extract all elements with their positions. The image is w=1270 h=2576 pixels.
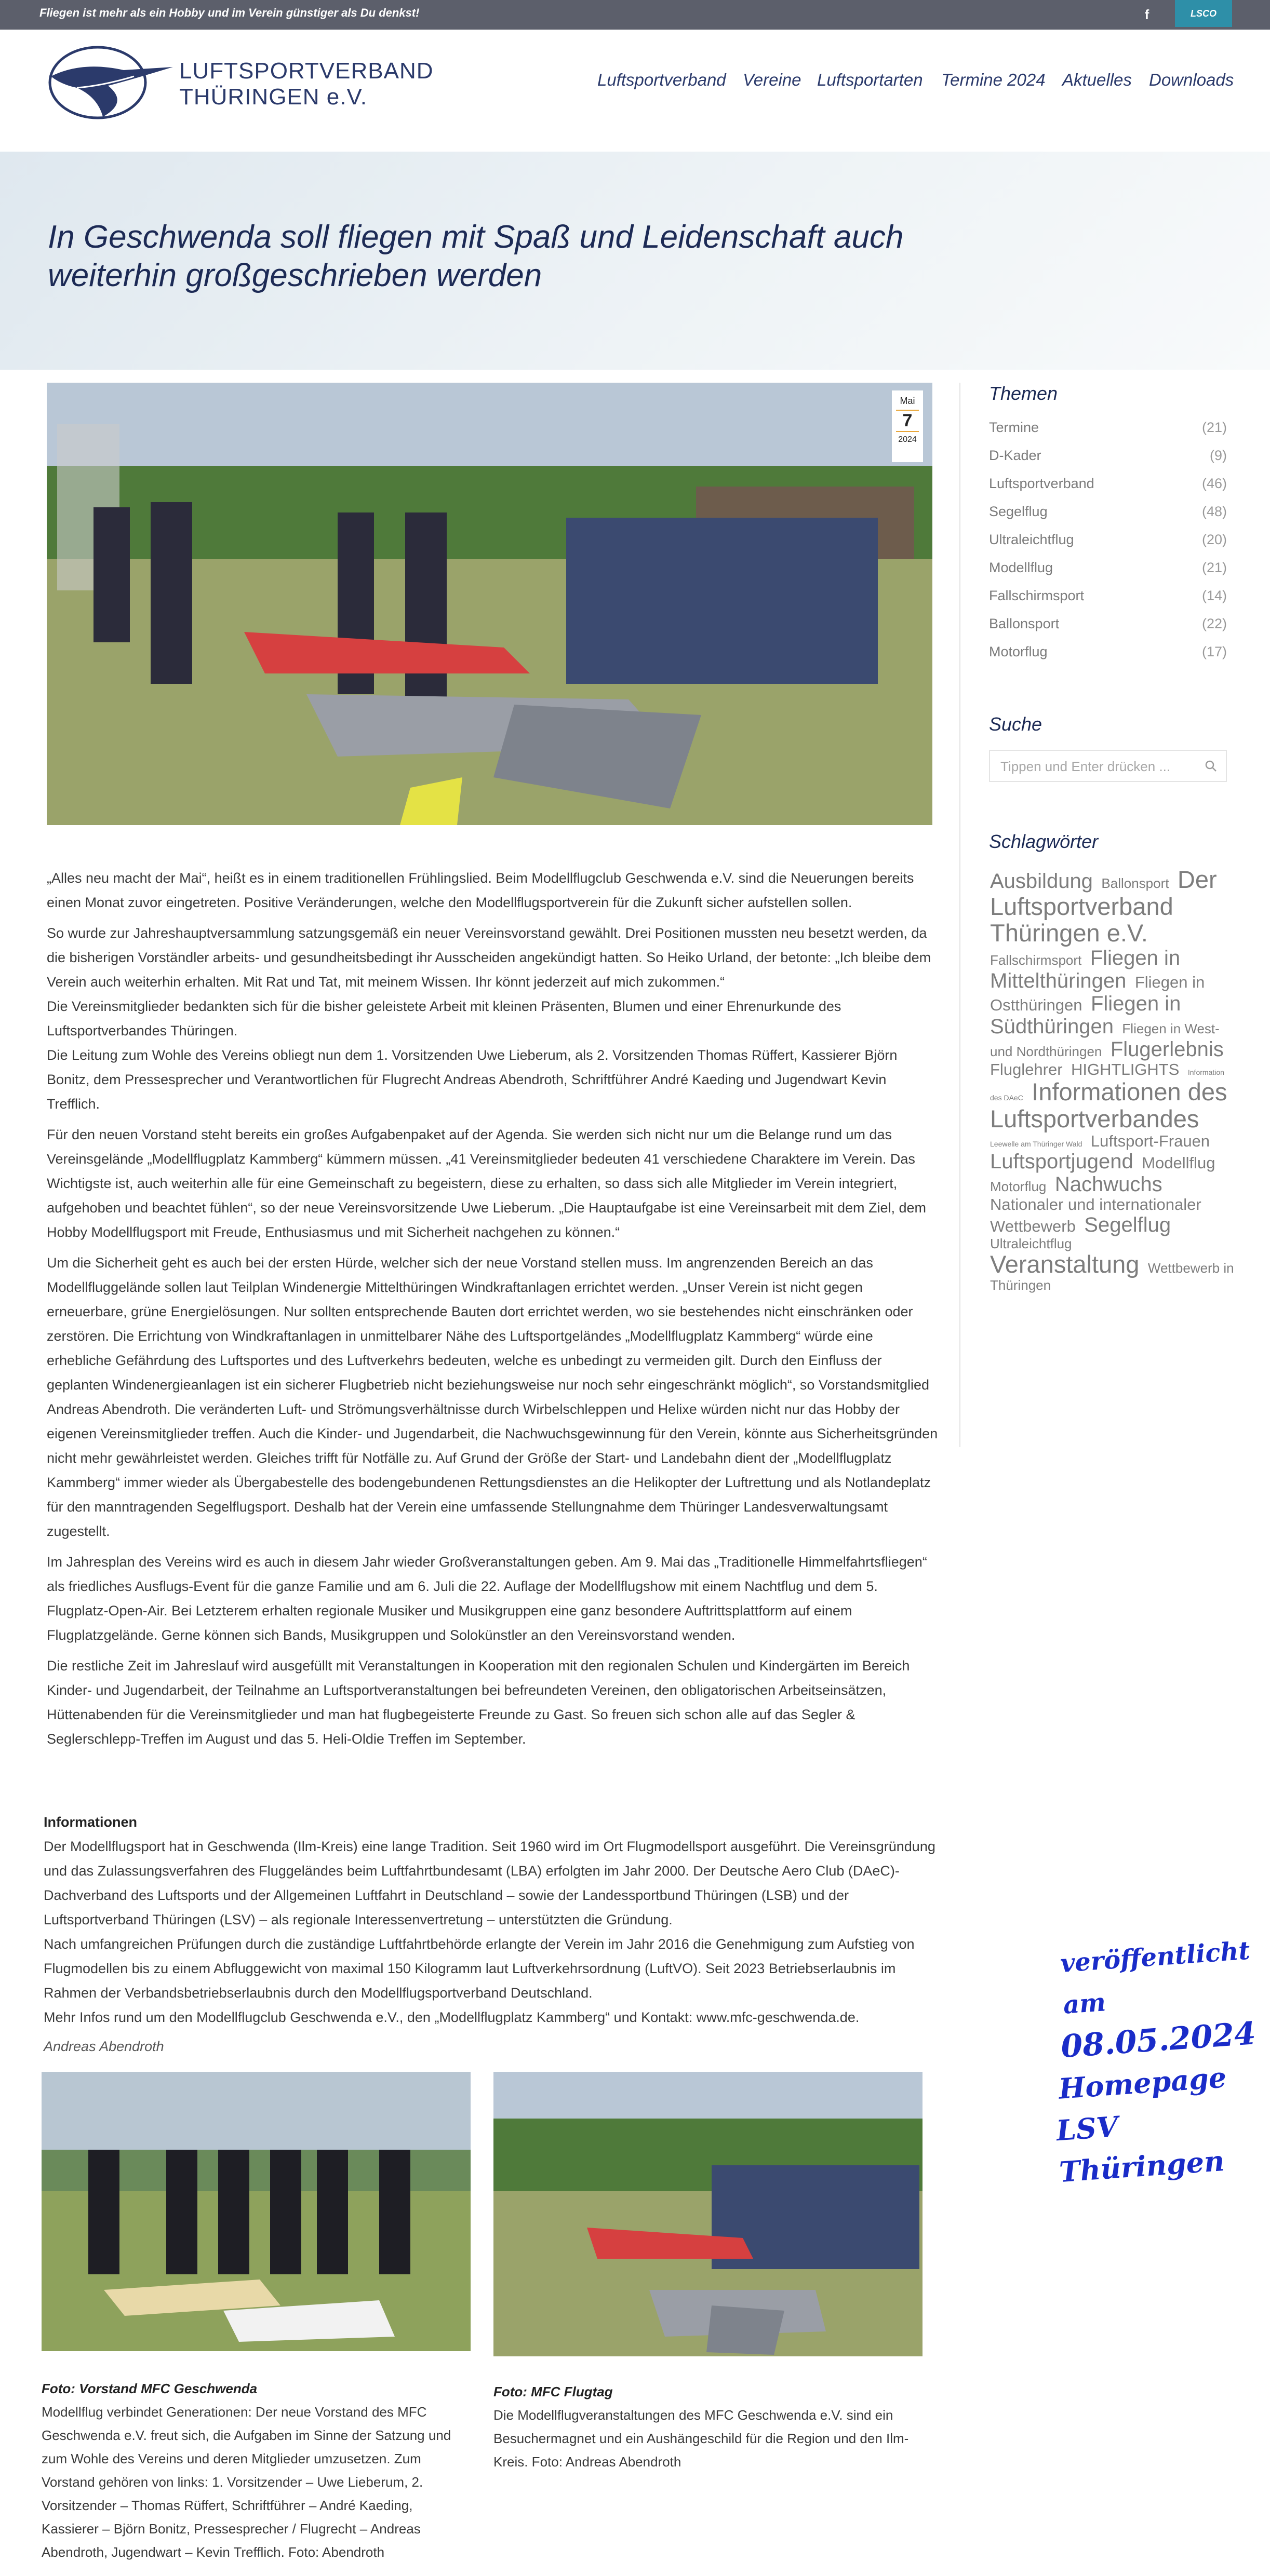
article-paragraph: „Alles neu macht der Mai“, heißt es in einem traditionellen Frühlingslied. Beim Modellflugclub Geschwenda e.V. sind die Neuerungen bereits einen Monat zuvor eingetreten. Positive Veränderungen, welche den Modellflugsportverein für die Zukunft sicher aufstellen sollen.: [47, 870, 914, 910]
tag-item[interactable]: Ballonsport: [1101, 875, 1169, 891]
article-paragraph-text: Die Vereinsmitglieder bedankten sich für die bisher geleistete Arbeit mit kleinen Präsenten, Blumen und einer Ehrenurkunde des Luftsportverbandes Thüringen.: [47, 999, 841, 1039]
date-year: 2024: [898, 435, 917, 444]
stamp-line2: 08.05.2024: [1060, 2015, 1257, 2066]
tag-item[interactable]: Ausbildung: [990, 870, 1093, 893]
category-item[interactable]: [989, 588, 1227, 604]
published-stamp: [1038, 1930, 1268, 2193]
lsco-link[interactable]: LSCO: [1175, 0, 1232, 27]
top-bar: [0, 0, 1270, 30]
board-photo: [42, 2072, 471, 2351]
logo-line2: THÜRINGEN e.V.: [179, 84, 368, 110]
category-item[interactable]: [989, 616, 1227, 632]
article-paragraph-text: So wurde zur Jahreshauptversammlung satzungsgemäß ein neuer Vereinsvorstand gewählt. Drei Positionen mussten neu besetzt werden, da die bisherigen Vorständler arbeits- und gesundheitsbedingt ihr Ausscheiden angekündigt hatten. So Heiko Urland, der betonte: „Ich bleibe dem Verein auch weiterhin erhalten. Mit Rat und Tat, mit meinem Wissen. Ihr könnt jederzeit auf mich zukommen.“: [47, 925, 931, 990]
tag-item[interactable]: Fliegen in Ostthüringen: [990, 973, 1205, 1015]
tag-item[interactable]: Luftsportjugend: [990, 1150, 1133, 1173]
tag-item[interactable]: Flugerlebnis: [1110, 1038, 1224, 1061]
author-name: Andreas Abendroth: [44, 2039, 164, 2054]
caption-title: Foto: Vorstand MFC Geschwenda: [42, 2381, 258, 2396]
tag-item[interactable]: Wettbewerb in Thüringen: [990, 1260, 1234, 1293]
tag-item[interactable]: HIGHTLIGHTS: [1071, 1060, 1180, 1079]
category-item[interactable]: [989, 420, 1227, 436]
main-photo: [47, 383, 932, 825]
tag-item[interactable]: Nachwuchs: [1054, 1172, 1162, 1196]
page-title: In Geschwenda soll fliegen mit Spaß und Leidenschaft auch weiterhin großgeschrieben werden: [48, 219, 904, 293]
category-count: (22): [1201, 616, 1227, 631]
category-count: (21): [1201, 560, 1227, 575]
info-line: Der Modellflugsport hat in Geschwenda (Ilm-Kreis) eine lange Tradition. Seit 1960 wird im Ort Flugmodellsport ausgeführt. Die Vereinsgründung und das Zulassungsverfahren des Fluggeländes beim Luftfahrtbundesamt (LBA) erfolgten im Jahr 2000. Der Deutsche Aero Club (DAeC)- Dachverband des Luftsports und der Allgemeinen Luftfahrt in Deutschland – sowie der Landessportbund Thüringen (LSB) und der Luftsportverband Thüringen (LSV) – als regionale Interessenvertretung – unterstützten die Gründung.: [44, 1839, 935, 1927]
article-paragraph: Die restliche Zeit im Jahreslauf wird ausgefüllt mit Veranstaltungen in Kooperation mit den regionalen Schulen und Kindergärten im Bereich Kinder- und Jugendarbeit, der Teilnahme an Luftsportveranstaltungen bei befreundeten Vereinen, den obligatorischen Arbeitseinsätzen, Hüttenabenden für die Vereinsmitglieder und man hat flugbegeisterte Freunde zu Gast. So freuen sich schon alle auf das Segler & Seglerschlepp-Treffen im August und das 5. Heli-Oldie Treffen im September.: [47, 1658, 910, 1747]
logo-icon[interactable]: [46, 40, 176, 123]
category-label: Ballonsport: [989, 616, 1060, 631]
caption-title: Foto: MFC Flugtag: [493, 2384, 613, 2399]
search-input[interactable]: [989, 750, 1227, 782]
tag-item[interactable]: Fliegen in Südthüringen: [990, 992, 1181, 1039]
site-header: [0, 30, 1270, 152]
stamp-line4: LSV Thüringen: [1055, 2110, 1226, 2189]
nav-vereine[interactable]: Vereine: [743, 70, 801, 89]
facebook-icon[interactable]: f: [1144, 7, 1149, 22]
category-item[interactable]: [989, 448, 1227, 464]
tag-item[interactable]: Fliegen in Mittelthüringen: [990, 947, 1181, 993]
category-item[interactable]: [989, 560, 1227, 576]
tags-heading: Schlagwörter: [989, 831, 1099, 852]
category-count: (21): [1201, 420, 1227, 435]
nav-downloads[interactable]: Downloads: [1149, 70, 1234, 89]
category-label: Fallschirmsport: [989, 588, 1085, 603]
board-photo-caption: [42, 2377, 467, 2564]
search-placeholder: Tippen und Enter drücken ...: [1000, 759, 1171, 774]
category-count: (46): [1201, 476, 1227, 491]
date-day: 7: [896, 410, 919, 432]
article-paragraph: [47, 921, 940, 1116]
category-label: D-Kader: [989, 448, 1041, 463]
tag-item[interactable]: Fliegen in West- und Nordthüringen: [990, 1021, 1220, 1060]
flugtag-photo: [493, 2072, 923, 2356]
category-item[interactable]: [989, 504, 1227, 520]
hero-banner: [0, 152, 1270, 370]
article-body: [47, 866, 940, 1758]
category-item[interactable]: [989, 644, 1227, 660]
logo-line1: LUFTSPORTVERBAND: [179, 58, 434, 84]
category-count: (14): [1201, 588, 1227, 603]
tag-item[interactable]: Fluglehrer: [990, 1060, 1063, 1079]
suche-heading: Suche: [989, 713, 1042, 735]
category-count: (9): [1210, 448, 1227, 463]
nav-termine-2024[interactable]: Termine 2024: [941, 70, 1046, 89]
caption-text: Modellflug verbindet Generationen: Der neue Vorstand des MFC Geschwenda e.V. freut sich, die Aufgaben im Sinne der Satzung und zum Wohle des Vereins und deren Mitglieder umzusetzen. Zum Vorstand gehören von links: 1. Vorsitzender – Uwe Lieberum, 2. Vorsitzender – Thomas Rüffert, Schriftführer – André Kaeding, Kassierer – Björn Bonitz, Pressesprecher / Flugrecht – Andreas Abendroth, Jugendwart – Kevin Trefflich. Foto: Abendroth: [42, 2404, 451, 2560]
category-item[interactable]: [989, 532, 1227, 548]
category-count: (48): [1201, 504, 1227, 519]
flugtag-photo-caption: [493, 2380, 919, 2474]
tag-item[interactable]: Luftsport-Frauen: [1090, 1131, 1210, 1150]
nav-aktuelles[interactable]: Aktuelles: [1062, 70, 1132, 89]
info-line: Nach umfangreichen Prüfungen durch die zuständige Luftfahrtbehörde erlangte der Verein im Jahr 2016 die Genehmigung zum Aufstieg von Flugmodellen bis zu einem Abfluggewicht von maximal 150 Kilogramm laut Luftverkehrsordnung (LuftVO). Seit 2023 Betriebserlaubnis im Rahmen der Verbandsbetriebserlaubnis durch den Modellflugsportverband Deutschland.: [44, 1936, 915, 2001]
tag-item[interactable]: Der Luftsportverband Thüringen e.V.: [990, 866, 1217, 947]
tag-item[interactable]: Fallschirmsport: [990, 952, 1082, 968]
nav-luftsportverband[interactable]: Luftsportverband: [597, 70, 726, 89]
search-icon[interactable]: [1204, 759, 1218, 773]
tag-item[interactable]: Informationen des Luftsportverbandes: [990, 1078, 1227, 1132]
article-paragraph: Für den neuen Vorstand steht bereits ein großes Aufgabenpaket auf der Agenda. Sie werden sich nicht nur um die Belange rund um das Vereinsgelände „Modellflugplatz Kammberg“ kümmern müssen. „41 Vereinsmitglieder bedeuten 41 verschiedene Charaktere im Verein. Das Wichtigste ist, auch weiterhin alle für eine Gemeinschaft zu begeistern, diese zu erhalten, so dass sich alle Mitglieder im Verein integriert, aufgehoben und beachtet fühlen“, so der neue Vereinsvorsitzende Uwe Lieberum. „Die Hauptaufgabe ist eine Vereinsarbeit mit dem Ziel, dem Hobby Modellflugsport mit Freude, Enthusiasmus und mit Sicherheit nachgehen zu können.“: [47, 1127, 927, 1240]
article-paragraph: Im Jahresplan des Vereins wird es auch in diesem Jahr wieder Großveranstaltungen geben. Am 9. Mai das „Traditionelle Himmelfahrtsfliegen“ als friedliches Ausflugs-Event für die ganze Familie und am 6. Juli die 22. Auflage der Modellflugshow mit einem Nachtflug und dem 5. Flugplatz-Open-Air. Bei Letzterem erhalten regionale Musiker und Musikgruppen eine ganz besondere Auftrittsplattform auf einem Flugplatzgelände. Gerne können sich Bands, Musikgruppen und Solokünstler an den Vereinsvorstand wenden.: [47, 1554, 927, 1643]
date-badge: [892, 390, 923, 462]
tag-item[interactable]: Modellflug: [1142, 1153, 1215, 1172]
sidebar-divider: [959, 383, 960, 1447]
category-label: Ultraleichtflug: [989, 532, 1074, 547]
category-label: Luftsportverband: [989, 476, 1094, 491]
tag-cloud: [990, 866, 1234, 1293]
article-paragraph: Um die Sicherheit geht es auch bei der ersten Hürde, welcher sich der neue Vorstand stellen muss. Im angrenzenden Bereich an das Modellfluggelände sollen laut Teilplan Windenergie Mittelthüringen Windkraftanlagen errichtet werden. „Unser Verein ist nicht gegen erneuerbare, grüne Energielösungen. Nur sollten entsprechende Bauten dort errichtet werden, wo sie bestehendes nicht einschränken oder zerstören. Die Errichtung von Windkraftanlagen in unmittelbarer Nähe des Luftsportgeländes „Modellflugplatz Kammberg“ würde eine erhebliche Gefährdung des Luftsportes und des Luftverkehrs bedeuten, welche es unbedingt zu vermeiden gilt. Durch den Einfluss der geplanten Windenergieanlagen ist ein sicherer Flugbetrieb nicht beziehungsweise nur noch sehr eingeschränkt möglich“, so Vorstandsmitglied Andreas Abendroth. Die veränderten Luft- und Strömungsverhältnisse durch Wirbelschleppen und Helixe würden nicht nur das Hobby der eigenen Vereinsmitglieder treffen. Auch die Kinder- und Jugendarbeit, die Nachwuchsgewinnung für den Verein, könnte aus Sicherheitsgründen nicht mehr gewährleistet werden. Gleiches trifft für Notfälle zu. Auf Grund der Größe der Start- und Landebahn dient der „Modellflugplatz Kammberg“ immer wieder als Übergabestelle des bodengebundenen Rettungsdienstes an die Helikopter der Luftrettung und als Notlandeplatz für den manntragenden Segelflugsport. Deshalb hat der Verein eine umfassende Stellungnahme dem Thüringer Landesverwaltungsamt zugestellt.: [47, 1255, 938, 1539]
stamp-line3: Homepage: [1058, 2060, 1228, 2106]
tag-item[interactable]: Veranstaltung: [990, 1250, 1140, 1278]
tag-item[interactable]: Leewelle am Thüringer Wald: [990, 1139, 1082, 1148]
tag-item[interactable]: Ultraleichtflug: [990, 1235, 1072, 1251]
tag-item[interactable]: Information des DAeC: [990, 1068, 1224, 1102]
category-count: (20): [1201, 532, 1227, 547]
category-label: Modellflug: [989, 560, 1053, 575]
themen-heading: Themen: [989, 383, 1058, 404]
date-month: Mai: [900, 396, 915, 406]
tag-item[interactable]: Nationaler und internationaler Wettbewerb: [990, 1195, 1201, 1235]
category-label: Termine: [989, 420, 1039, 435]
info-heading: Informationen: [44, 1814, 137, 1830]
stamp-line1: veröffentlicht am: [1059, 1936, 1251, 2020]
top-tagline: Fliegen ist mehr als ein Hobby und im Verein günstiger als Du denkst!: [39, 6, 420, 19]
nav-luftsportarten[interactable]: Luftsportarten: [817, 70, 923, 89]
category-label: Segelflug: [989, 504, 1048, 519]
logo-text[interactable]: [179, 58, 434, 110]
caption-text: Die Modellflugveranstaltungen des MFC Geschwenda e.V. sind ein Besuchermagnet und ein Aushängeschild für die Region und den Ilm-Kreis. Foto: Andreas Abendroth: [493, 2407, 909, 2470]
info-block: [44, 1810, 942, 2030]
tag-item[interactable]: Motorflug: [990, 1178, 1047, 1194]
info-line: Mehr Infos rund um den Modellflugclub Geschwenda e.V., den „Modellflugplatz Kammberg“ und Kontakt: www.mfc-geschwenda.de.: [44, 2009, 860, 2025]
category-item[interactable]: [989, 476, 1227, 492]
tag-item[interactable]: Segelflug: [1084, 1213, 1171, 1236]
article-paragraph-text: Die Leitung zum Wohle des Vereins obliegt nun dem 1. Vorsitzenden Uwe Lieberum, als 2. Vorsitzenden Thomas Rüffert, Kassierer Björn Bonitz, dem Pressesprecher und Verantwortlichen für Flugrecht Andreas Abendroth, Schriftführer André Kaeding und Jugendwart Kevin Trefflich.: [47, 1047, 898, 1112]
category-count: (17): [1201, 644, 1227, 659]
category-label: Motorflug: [989, 644, 1048, 659]
